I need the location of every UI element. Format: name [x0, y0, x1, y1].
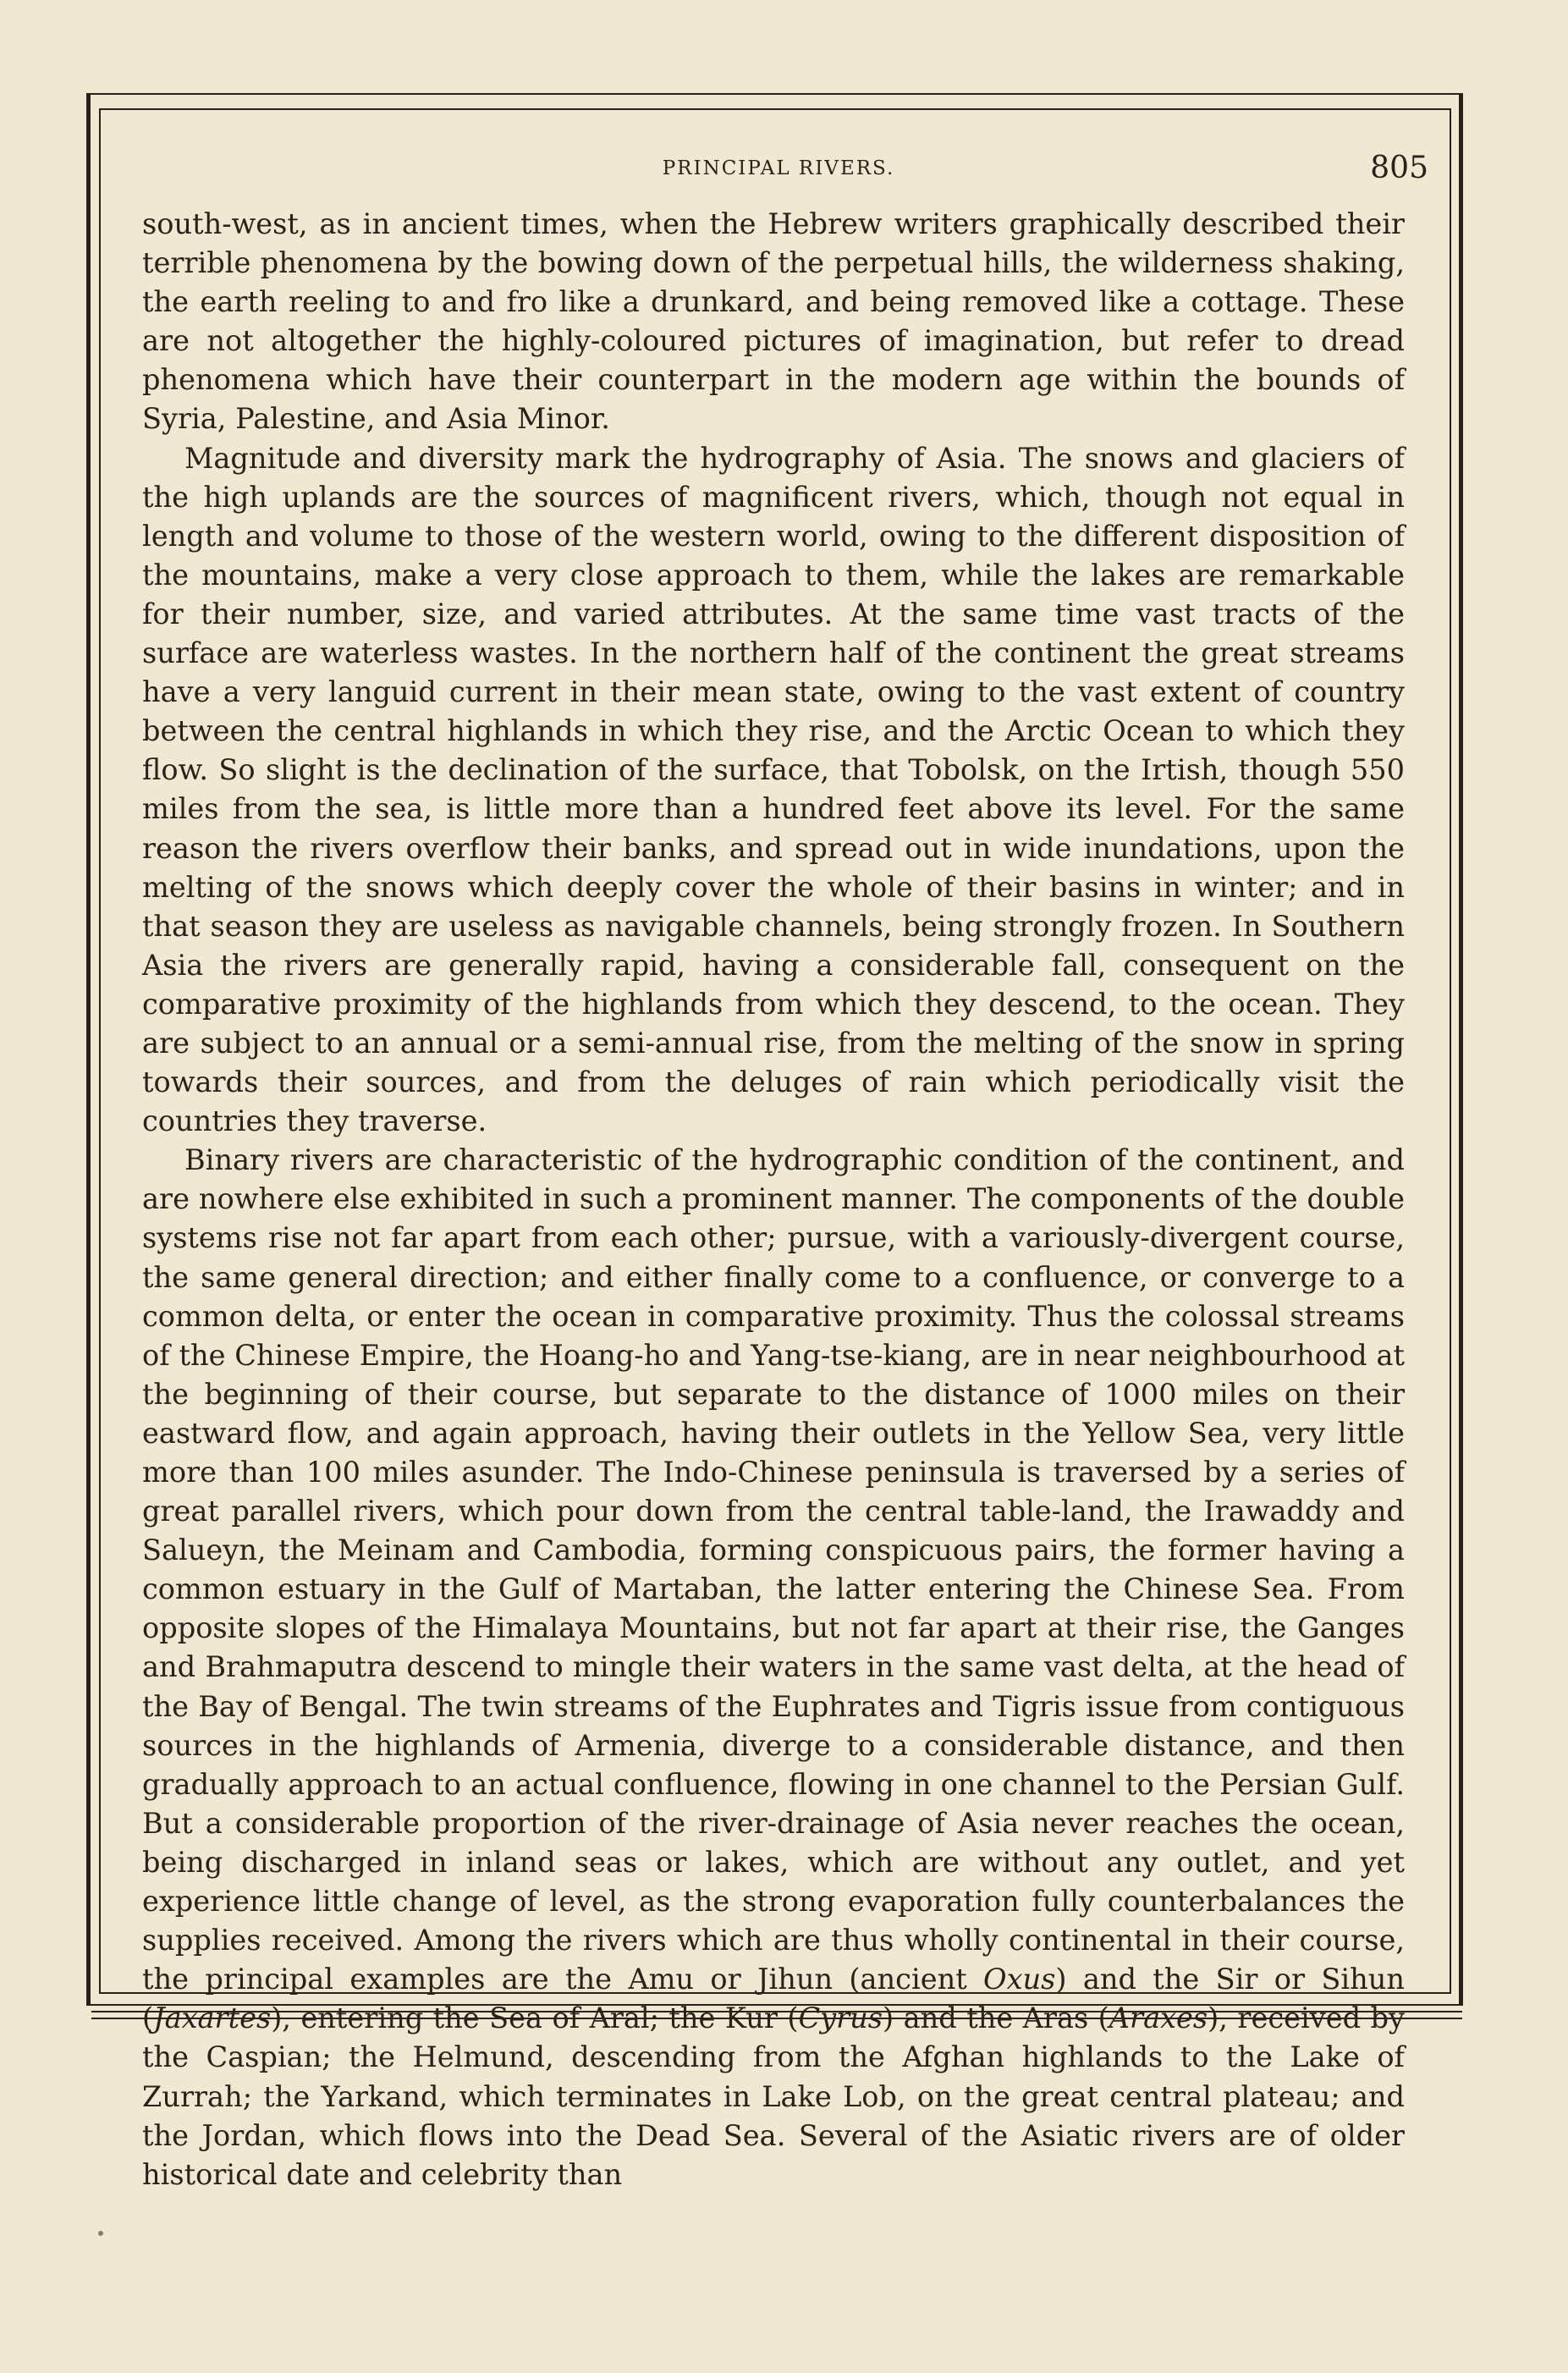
text-run: ) and the Aras ( [883, 2001, 1109, 2035]
paragraph [142, 205, 1405, 439]
italic-term: Jaxartes [153, 2001, 272, 2035]
italic-term: Cyrus [798, 2001, 883, 2035]
text-run: Magnitude and diversity mark the hydrography of Asia. The snows and glaciers of the high uplands are the sources of magnificent rivers, which, though not equal in length and volume to those of the western world, owing to the different disposition of the mountains, make a very close approach to them, while the lakes are remarkable for their number, size, and varied attributes. At the same time vast tracts of the surface are waterless wastes. In the northern half of the continent the great streams have a very languid current in their mean state, owing to the vast extent of country between the central highlands in which they rise, and the Arctic Ocean to which they flow. So slight is the declination of the surface, that Tobolsk, on the Irtish, though 550 miles from the sea, is little more than a hundred feet above its level. For the same reason the rivers overflow their banks, and spread out in wide inundations, upon the melting of the snows which deeply cover the whole of their basins in winter; and in that season they are useless as navigable channels, being strongly frozen. In Southern Asia the rivers are generally rapid, having a considerable fall, consequent on the comparative proximity of the highlands from which they descend, to the ocean. They are subject to an annual or a semi-annual rise, from the melting of the snow in spring towards their sources, and from the deluges of rain which periodically visit the countries they traverse. [142, 441, 1405, 1138]
page-header [118, 151, 1439, 184]
paragraph [142, 1141, 1405, 2194]
page-number: 805 [1370, 151, 1428, 185]
paragraph [142, 439, 1405, 1142]
text-run: ), entering the Sea of Aral; the Kur ( [271, 2001, 799, 2035]
running-head: PRINCIPAL RIVERS. [662, 157, 895, 179]
italic-term: Araxes [1109, 2001, 1208, 2035]
paper-speck [98, 2231, 103, 2236]
body-text [142, 205, 1405, 2191]
italic-term: Oxus [983, 1963, 1056, 1996]
text-run: Binary rivers are characteristic of the hydrographic condition of the continent, and are nowhere else exhibited in such a prominent manner. The components of the double systems rise not far apart from each other; pursue, with a variously-divergent course, the same general direction; and either finally come to a confluence, or converge to a common delta, or enter the ocean in comparative proximity. Thus the colossal streams of the Chinese Empire, the Hoang-ho and Yang-tse-kiang, are in near neighbourhood at the beginning of their course, but separate to the distance of 1000 miles on their eastward flow, and again approach, having their outlets in the Yellow Sea, very little more than 100 miles asunder. The Indo-Chinese peninsula is traversed by a series of great parallel rivers, which pour down from the central table-land, the Irawaddy and Salueyn, the Meinam and Cambodia, forming conspicuous pairs, the former having a common estuary in the Gulf of Martaban, the latter entering the Chinese Sea. From opposite slopes of the Himalaya Mountains, but not far apart at their rise, the Ganges and Brahmaputra descend to mingle their waters in the same vast delta, at the head of the Bay of Bengal. The twin streams of the Euphrates and Tigris issue from contiguous sources in the highlands of Armenia, diverge to a considerable distance, and then gradually approach to an actual confluence, flowing in one channel to the Persian Gulf. But a considerable proportion of the river-drainage of Asia never reaches the ocean, being discharged in inland seas or lakes, which are without any outlet, and yet experience little change of level, as the strong evaporation fully counterbalances the supplies received. Among the rivers which are thus wholly continental in their course, the principal examples are the Amu or Jihun (ancient [142, 1143, 1405, 1996]
text-run: ) and the Sir or Sihun ( [142, 1963, 1405, 2035]
text-run: south-west, as in ancient times, when the Hebrew writers graphically described their terrible phenomena by the bowing down of the perpetual hills, the wilderness shaking, the earth reeling to and fro like a drunkard, and being removed like a cottage. These are not altogether the highly-coloured pictures of imagination, but refer to dread phenomena which have their counterpart in the modern age within the bounds of Syria, Palestine, and Asia Minor. [142, 207, 1405, 436]
text-run: ), received by the Caspian; the Helmund, descending from the Afghan highlands to the Lake of Zurrah; the Yarkand, which terminates in Lake Lob, on the great central plateau; and the Jordan, which flows into the Dead Sea. Several of the Asiatic rivers are of older historical date and celebrity than [142, 2001, 1405, 2191]
